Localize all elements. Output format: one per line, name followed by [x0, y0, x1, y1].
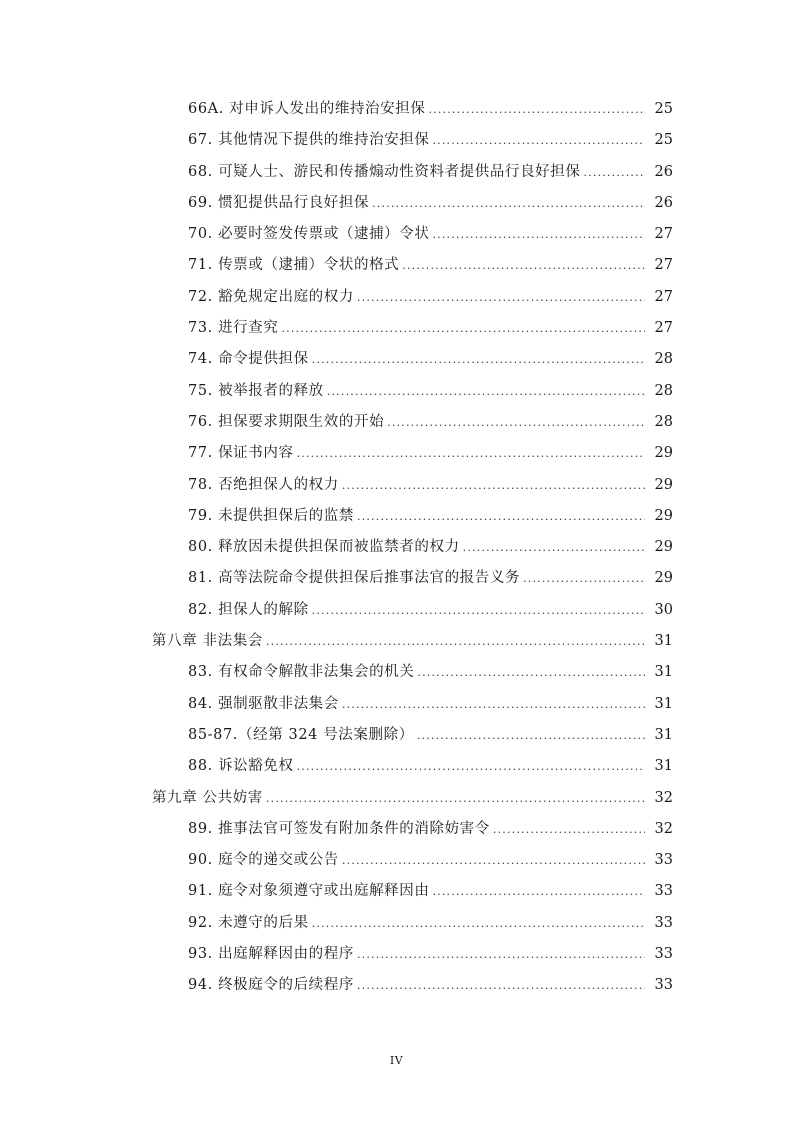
toc-page-number: 29 [654, 507, 673, 524]
toc-page-number: 33 [654, 883, 673, 900]
toc-section-row[interactable] [0, 441, 793, 472]
toc-section-row[interactable] [0, 692, 793, 723]
toc-page-number: 26 [654, 194, 673, 211]
dot-leader [297, 447, 645, 460]
toc-section-row[interactable] [0, 160, 793, 191]
toc-page-number: 27 [654, 257, 673, 274]
toc-page-number: 32 [654, 789, 673, 806]
toc-page-number: 27 [654, 226, 673, 243]
toc-page-number: 29 [654, 539, 673, 556]
toc-entry-label: 77. 保证书内容 [188, 445, 294, 462]
toc-section-row[interactable] [0, 253, 793, 284]
toc-entry-label: 80. 释放因未提供担保而被监禁者的权力 [188, 539, 460, 556]
toc-page-number: 31 [654, 695, 673, 712]
toc-chapter-row[interactable] [0, 629, 793, 660]
toc-section-row[interactable] [0, 598, 793, 629]
dot-leader [432, 134, 645, 147]
toc-section-row[interactable] [0, 410, 793, 441]
dot-leader [417, 666, 645, 679]
toc-page-number: 31 [654, 664, 673, 681]
toc-page-number: 31 [654, 633, 673, 650]
dot-leader [428, 103, 645, 116]
toc-entry-label: 72. 豁免规定出庭的权力 [188, 288, 354, 305]
toc-section-row[interactable] [0, 848, 793, 879]
toc-entry-label: 82. 担保人的解除 [188, 601, 309, 618]
toc-entry-label: 84. 强制驱散非法集会 [188, 695, 339, 712]
dot-leader [342, 698, 645, 711]
toc-page-number: 32 [654, 820, 673, 837]
toc-section-row[interactable] [0, 942, 793, 973]
toc-section-row[interactable] [0, 128, 793, 159]
toc-section-row[interactable] [0, 97, 793, 128]
toc-section-row[interactable] [0, 473, 793, 504]
dot-leader [281, 322, 645, 335]
table-of-contents [0, 97, 793, 1005]
dot-leader [357, 979, 645, 992]
toc-entry-label: 81. 高等法院命令提供担保后推事法官的报告义务 [188, 570, 521, 587]
toc-page-number: 29 [654, 445, 673, 462]
dot-leader [432, 885, 645, 898]
toc-entry-label: 83. 有权命令解散非法集会的机关 [188, 664, 415, 681]
dot-leader [357, 291, 645, 304]
toc-entry-label: 67. 其他情况下提供的维持治安担保 [188, 132, 430, 149]
toc-section-row[interactable] [0, 379, 793, 410]
toc-page-number: 28 [654, 382, 673, 399]
toc-entry-label: 94. 终极庭令的后续程序 [188, 977, 354, 994]
toc-entry-label: 73. 进行查究 [188, 320, 279, 337]
toc-entry-label: 第八章 非法集会 [152, 633, 263, 650]
toc-section-row[interactable] [0, 316, 793, 347]
dot-leader [357, 948, 645, 961]
toc-page-number: 33 [654, 914, 673, 931]
dot-leader [402, 259, 645, 272]
toc-page-number: 27 [654, 288, 673, 305]
toc-page-number: 25 [654, 101, 673, 117]
toc-page-number: 33 [654, 852, 673, 869]
toc-page-number: 29 [654, 570, 673, 587]
toc-page-number: 25 [654, 132, 673, 149]
toc-entry-label: 92. 未遵守的后果 [188, 914, 309, 931]
dot-leader [266, 792, 645, 805]
dot-leader [583, 166, 645, 179]
toc-section-row[interactable] [0, 723, 793, 754]
dot-leader [312, 604, 645, 617]
toc-section-row[interactable] [0, 191, 793, 222]
toc-entry-label: 78. 否绝担保人的权力 [188, 476, 339, 493]
toc-entry-label: 68. 可疑人士、游民和传播煽动性资料者提供品行良好担保 [188, 163, 581, 180]
dot-leader [493, 823, 645, 836]
toc-section-row[interactable] [0, 535, 793, 566]
toc-entry-label: 91. 庭令对象须遵守或出庭解释因由 [188, 883, 430, 900]
toc-page-number: 33 [654, 946, 673, 963]
toc-page-number: 31 [654, 726, 673, 743]
dot-leader [312, 353, 645, 366]
toc-section-row[interactable] [0, 285, 793, 316]
toc-page-number: 26 [654, 163, 673, 180]
toc-entry-label: 69. 惯犯提供品行良好担保 [188, 194, 370, 211]
dot-leader [463, 541, 645, 554]
toc-entry-label: 88. 诉讼豁免权 [188, 758, 294, 775]
toc-entry-label: 90. 庭令的递交或公告 [188, 852, 339, 869]
dot-leader [357, 510, 645, 523]
toc-section-row[interactable] [0, 911, 793, 942]
toc-entry-label: 76. 担保要求期限生效的开始 [188, 413, 385, 430]
dot-leader [387, 416, 645, 429]
dot-leader [417, 729, 645, 742]
toc-entry-label: 93. 出庭解释因由的程序 [188, 946, 354, 963]
toc-section-row[interactable] [0, 566, 793, 597]
page-number: IV [389, 1054, 404, 1067]
toc-page-number: 30 [654, 601, 673, 618]
toc-section-row[interactable] [0, 973, 793, 1004]
toc-page-number: 28 [654, 351, 673, 368]
dot-leader [342, 479, 645, 492]
toc-entry-label: 66A. 对申诉人发出的维持治安担保 [188, 101, 426, 117]
toc-section-row[interactable] [0, 504, 793, 535]
toc-entry-label: 74. 命令提供担保 [188, 351, 309, 368]
toc-entry-label: 85-87.（经第 324 号法案删除） [188, 726, 414, 743]
toc-entry-label: 89. 推事法官可签发有附加条件的消除妨害令 [188, 820, 490, 837]
dot-leader [297, 760, 645, 773]
toc-section-row[interactable] [0, 817, 793, 848]
toc-page-number: 33 [654, 977, 673, 994]
dot-leader [312, 917, 645, 930]
toc-page-number: 29 [654, 476, 673, 493]
toc-entry-label: 71. 传票或（逮捕）令状的格式 [188, 257, 400, 274]
dot-leader [372, 197, 645, 210]
toc-chapter-row[interactable] [0, 786, 793, 817]
dot-leader [327, 385, 645, 398]
toc-entry-label: 75. 被举报者的释放 [188, 382, 324, 399]
toc-entry-label: 第九章 公共妨害 [152, 789, 263, 806]
toc-section-row[interactable] [0, 754, 793, 785]
toc-section-row[interactable] [0, 222, 793, 253]
dot-leader [342, 854, 645, 867]
toc-page-number: 28 [654, 413, 673, 430]
toc-page-number: 31 [654, 758, 673, 775]
toc-section-row[interactable] [0, 879, 793, 910]
dot-leader [523, 572, 645, 585]
dot-leader [432, 228, 645, 241]
toc-section-row[interactable] [0, 660, 793, 691]
dot-leader [266, 635, 645, 648]
toc-entry-label: 70. 必要时签发传票或（逮捕）令状 [188, 226, 430, 243]
toc-page-number: 27 [654, 320, 673, 337]
toc-section-row[interactable] [0, 347, 793, 378]
toc-entry-label: 79. 未提供担保后的监禁 [188, 507, 354, 524]
